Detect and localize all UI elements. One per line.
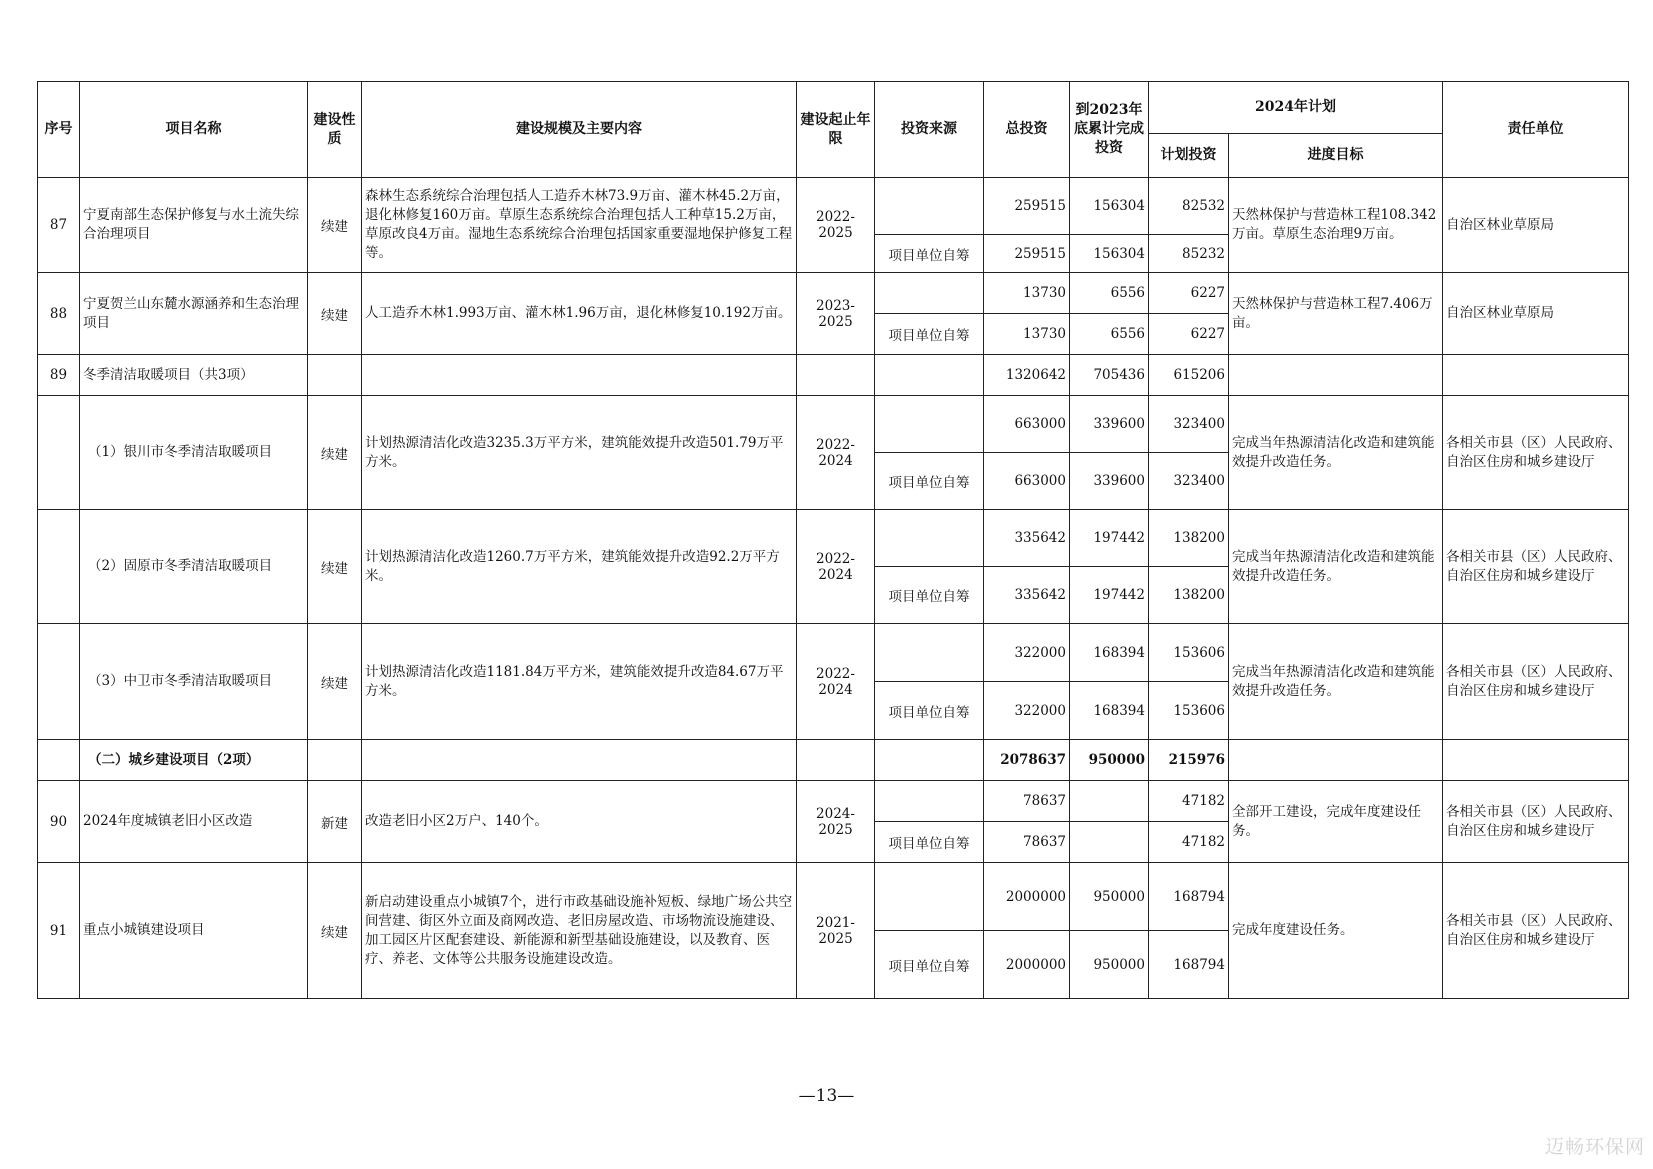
progress-cell: 全部开工建设，完成年度建设任务。	[1229, 781, 1443, 863]
header-source: 投资来源	[875, 82, 984, 178]
plan-invest-cell: 615206	[1149, 355, 1229, 396]
unit-cell: 自治区林业草原局	[1443, 273, 1629, 355]
total-cell: 13730	[984, 314, 1070, 355]
progress-cell	[1229, 355, 1443, 396]
table-row	[38, 355, 1629, 396]
table-row	[38, 740, 1629, 781]
header-cumulative: 到2023年底累计完成投资	[1070, 82, 1149, 178]
cumulative-cell: 950000	[1070, 740, 1149, 781]
cumulative-cell: 197442	[1070, 567, 1149, 624]
plan-invest-cell: 47182	[1149, 822, 1229, 863]
total-cell: 2078637	[984, 740, 1070, 781]
total-cell: 78637	[984, 781, 1070, 822]
cumulative-cell: 168394	[1070, 682, 1149, 740]
seq-cell	[38, 510, 80, 624]
table-row	[38, 396, 1629, 453]
header-period: 建设起止年限	[797, 82, 875, 178]
plan-invest-cell: 323400	[1149, 453, 1229, 510]
seq-cell: 91	[38, 863, 80, 999]
progress-cell: 完成年度建设任务。	[1229, 863, 1443, 999]
plan-invest-cell: 6227	[1149, 273, 1229, 314]
unit-cell: 各相关市县（区）人民政府、自治区住房和城乡建设厅	[1443, 396, 1629, 510]
cumulative-cell: 197442	[1070, 510, 1149, 567]
cumulative-cell: 339600	[1070, 453, 1149, 510]
source-cell	[875, 178, 984, 235]
table-row	[38, 863, 1629, 931]
seq-cell: 87	[38, 178, 80, 273]
unit-cell: 自治区林业草原局	[1443, 178, 1629, 273]
unit-cell	[1443, 355, 1629, 396]
period-cell: 2022-2024	[797, 624, 875, 740]
project-name-cell: 2024年度城镇老旧小区改造	[80, 781, 308, 863]
table-row	[38, 781, 1629, 822]
source-cell	[875, 396, 984, 453]
total-cell: 335642	[984, 567, 1070, 624]
cumulative-cell	[1070, 781, 1149, 822]
source-cell: 项目单位自筹	[875, 235, 984, 273]
nature-cell: 续建	[308, 178, 362, 273]
cumulative-cell: 6556	[1070, 314, 1149, 355]
source-cell: 项目单位自筹	[875, 314, 984, 355]
cumulative-cell: 705436	[1070, 355, 1149, 396]
unit-cell	[1443, 740, 1629, 781]
header-total: 总投资	[984, 82, 1070, 178]
content-cell: 人工造乔木林1.993万亩、灌木林1.96万亩，退化林修复10.192万亩。	[362, 273, 797, 355]
cumulative-cell	[1070, 822, 1149, 863]
source-cell: 项目单位自筹	[875, 453, 984, 510]
plan-invest-cell: 138200	[1149, 510, 1229, 567]
cumulative-cell: 950000	[1070, 931, 1149, 999]
total-cell: 2000000	[984, 931, 1070, 999]
nature-cell: 续建	[308, 624, 362, 740]
content-cell: 计划热源清洁化改造3235.3万平方米，建筑能效提升改造501.79万平方米。	[362, 396, 797, 510]
source-cell: 项目单位自筹	[875, 567, 984, 624]
project-name-cell: （3）中卫市冬季清洁取暖项目	[80, 624, 308, 740]
plan-invest-cell: 153606	[1149, 624, 1229, 682]
nature-cell: 续建	[308, 510, 362, 624]
total-cell: 2000000	[984, 863, 1070, 931]
header-nature: 建设性质	[308, 82, 362, 178]
total-cell: 78637	[984, 822, 1070, 863]
header-plan2024: 2024年计划	[1149, 82, 1443, 134]
plan-invest-cell: 168794	[1149, 931, 1229, 999]
content-cell: 改造老旧小区2万户、140个。	[362, 781, 797, 863]
plan-invest-cell: 153606	[1149, 682, 1229, 740]
cumulative-cell: 168394	[1070, 624, 1149, 682]
period-cell: 2024-2025	[797, 781, 875, 863]
table-row	[38, 178, 1629, 235]
seq-cell	[38, 740, 80, 781]
cumulative-cell: 339600	[1070, 396, 1149, 453]
seq-cell: 88	[38, 273, 80, 355]
total-cell: 259515	[984, 178, 1070, 235]
table-row	[38, 510, 1629, 567]
cumulative-cell: 156304	[1070, 235, 1149, 273]
source-cell: 项目单位自筹	[875, 931, 984, 999]
period-cell	[797, 355, 875, 396]
plan-invest-cell: 138200	[1149, 567, 1229, 624]
seq-cell: 90	[38, 781, 80, 863]
section-title-cell: （二）城乡建设项目（2项）	[80, 740, 308, 781]
seq-cell: 89	[38, 355, 80, 396]
period-cell: 2021-2025	[797, 863, 875, 999]
nature-cell: 新建	[308, 781, 362, 863]
nature-cell: 续建	[308, 396, 362, 510]
source-cell	[875, 355, 984, 396]
period-cell	[797, 740, 875, 781]
source-cell	[875, 624, 984, 682]
nature-cell: 续建	[308, 863, 362, 999]
period-cell: 2023-2025	[797, 273, 875, 355]
content-cell	[362, 740, 797, 781]
source-cell	[875, 740, 984, 781]
page-number: —13—	[798, 1086, 855, 1106]
period-cell: 2022-2024	[797, 510, 875, 624]
project-table	[37, 81, 1629, 999]
watermark: 迈畅环保网	[1544, 1136, 1645, 1158]
content-cell: 新启动建设重点小城镇7个，进行市政基础设施补短板、绿地广场公共空间营建、街区外立面及商网改造、老旧房屋改造、市场物流设施建设、加工园区片区配套建设、新能源和新型基础设施建设，以及教育、医疗、养老、文体等公共服务设施建设改造。	[362, 863, 797, 999]
seq-cell	[38, 396, 80, 510]
source-cell	[875, 273, 984, 314]
source-cell	[875, 510, 984, 567]
content-cell	[362, 355, 797, 396]
source-cell	[875, 863, 984, 931]
total-cell: 1320642	[984, 355, 1070, 396]
plan-invest-cell: 6227	[1149, 314, 1229, 355]
source-cell: 项目单位自筹	[875, 822, 984, 863]
header-seq: 序号	[38, 82, 80, 178]
plan-invest-cell: 168794	[1149, 863, 1229, 931]
seq-cell	[38, 624, 80, 740]
total-cell: 322000	[984, 682, 1070, 740]
header-name: 项目名称	[80, 82, 308, 178]
cumulative-cell: 950000	[1070, 863, 1149, 931]
progress-cell: 天然林保护与营造林工程108.342万亩。草原生态治理9万亩。	[1229, 178, 1443, 273]
plan-invest-cell: 323400	[1149, 396, 1229, 453]
period-cell: 2022-2025	[797, 178, 875, 273]
project-name-cell: 冬季清洁取暖项目（共3项）	[80, 355, 308, 396]
plan-invest-cell: 215976	[1149, 740, 1229, 781]
project-name-cell: 宁夏贺兰山东麓水源涵养和生态治理项目	[80, 273, 308, 355]
total-cell: 663000	[984, 453, 1070, 510]
total-cell: 13730	[984, 273, 1070, 314]
content-cell: 计划热源清洁化改造1260.7万平方米，建筑能效提升改造92.2万平方米。	[362, 510, 797, 624]
plan-invest-cell: 85232	[1149, 235, 1229, 273]
nature-cell	[308, 355, 362, 396]
header-progress: 进度目标	[1229, 134, 1443, 178]
source-cell	[875, 781, 984, 822]
content-cell: 计划热源清洁化改造1181.84万平方米，建筑能效提升改造84.67万平方米。	[362, 624, 797, 740]
project-name-cell: 重点小城镇建设项目	[80, 863, 308, 999]
table-row	[38, 624, 1629, 682]
period-cell: 2022-2024	[797, 396, 875, 510]
header-content: 建设规模及主要内容	[362, 82, 797, 178]
unit-cell: 各相关市县（区）人民政府、自治区住房和城乡建设厅	[1443, 781, 1629, 863]
total-cell: 335642	[984, 510, 1070, 567]
progress-cell	[1229, 740, 1443, 781]
cumulative-cell: 6556	[1070, 273, 1149, 314]
total-cell: 663000	[984, 396, 1070, 453]
nature-cell	[308, 740, 362, 781]
total-cell: 322000	[984, 624, 1070, 682]
project-name-cell: （1）银川市冬季清洁取暖项目	[80, 396, 308, 510]
unit-cell: 各相关市县（区）人民政府、自治区住房和城乡建设厅	[1443, 624, 1629, 740]
header-unit: 责任单位	[1443, 82, 1629, 178]
progress-cell: 完成当年热源清洁化改造和建筑能效提升改造任务。	[1229, 396, 1443, 510]
unit-cell: 各相关市县（区）人民政府、自治区住房和城乡建设厅	[1443, 863, 1629, 999]
plan-invest-cell: 82532	[1149, 178, 1229, 235]
content-cell: 森林生态系统综合治理包括人工造乔木林73.9万亩、灌木林45.2万亩，退化林修复160万亩。草原生态系统综合治理包括人工种草15.2万亩，草原改良4万亩。湿地生态系统综合治理包括国家重要湿地保护修复工程等。	[362, 178, 797, 273]
project-name-cell: 宁夏南部生态保护修复与水土流失综合治理项目	[80, 178, 308, 273]
progress-cell: 完成当年热源清洁化改造和建筑能效提升改造任务。	[1229, 624, 1443, 740]
progress-cell: 完成当年热源清洁化改造和建筑能效提升改造任务。	[1229, 510, 1443, 624]
cumulative-cell: 156304	[1070, 178, 1149, 235]
nature-cell: 续建	[308, 273, 362, 355]
progress-cell: 天然林保护与营造林工程7.406万亩。	[1229, 273, 1443, 355]
header-plan-invest: 计划投资	[1149, 134, 1229, 178]
plan-invest-cell: 47182	[1149, 781, 1229, 822]
table-row	[38, 273, 1629, 314]
unit-cell: 各相关市县（区）人民政府、自治区住房和城乡建设厅	[1443, 510, 1629, 624]
total-cell: 259515	[984, 235, 1070, 273]
project-name-cell: （2）固原市冬季清洁取暖项目	[80, 510, 308, 624]
source-cell: 项目单位自筹	[875, 682, 984, 740]
